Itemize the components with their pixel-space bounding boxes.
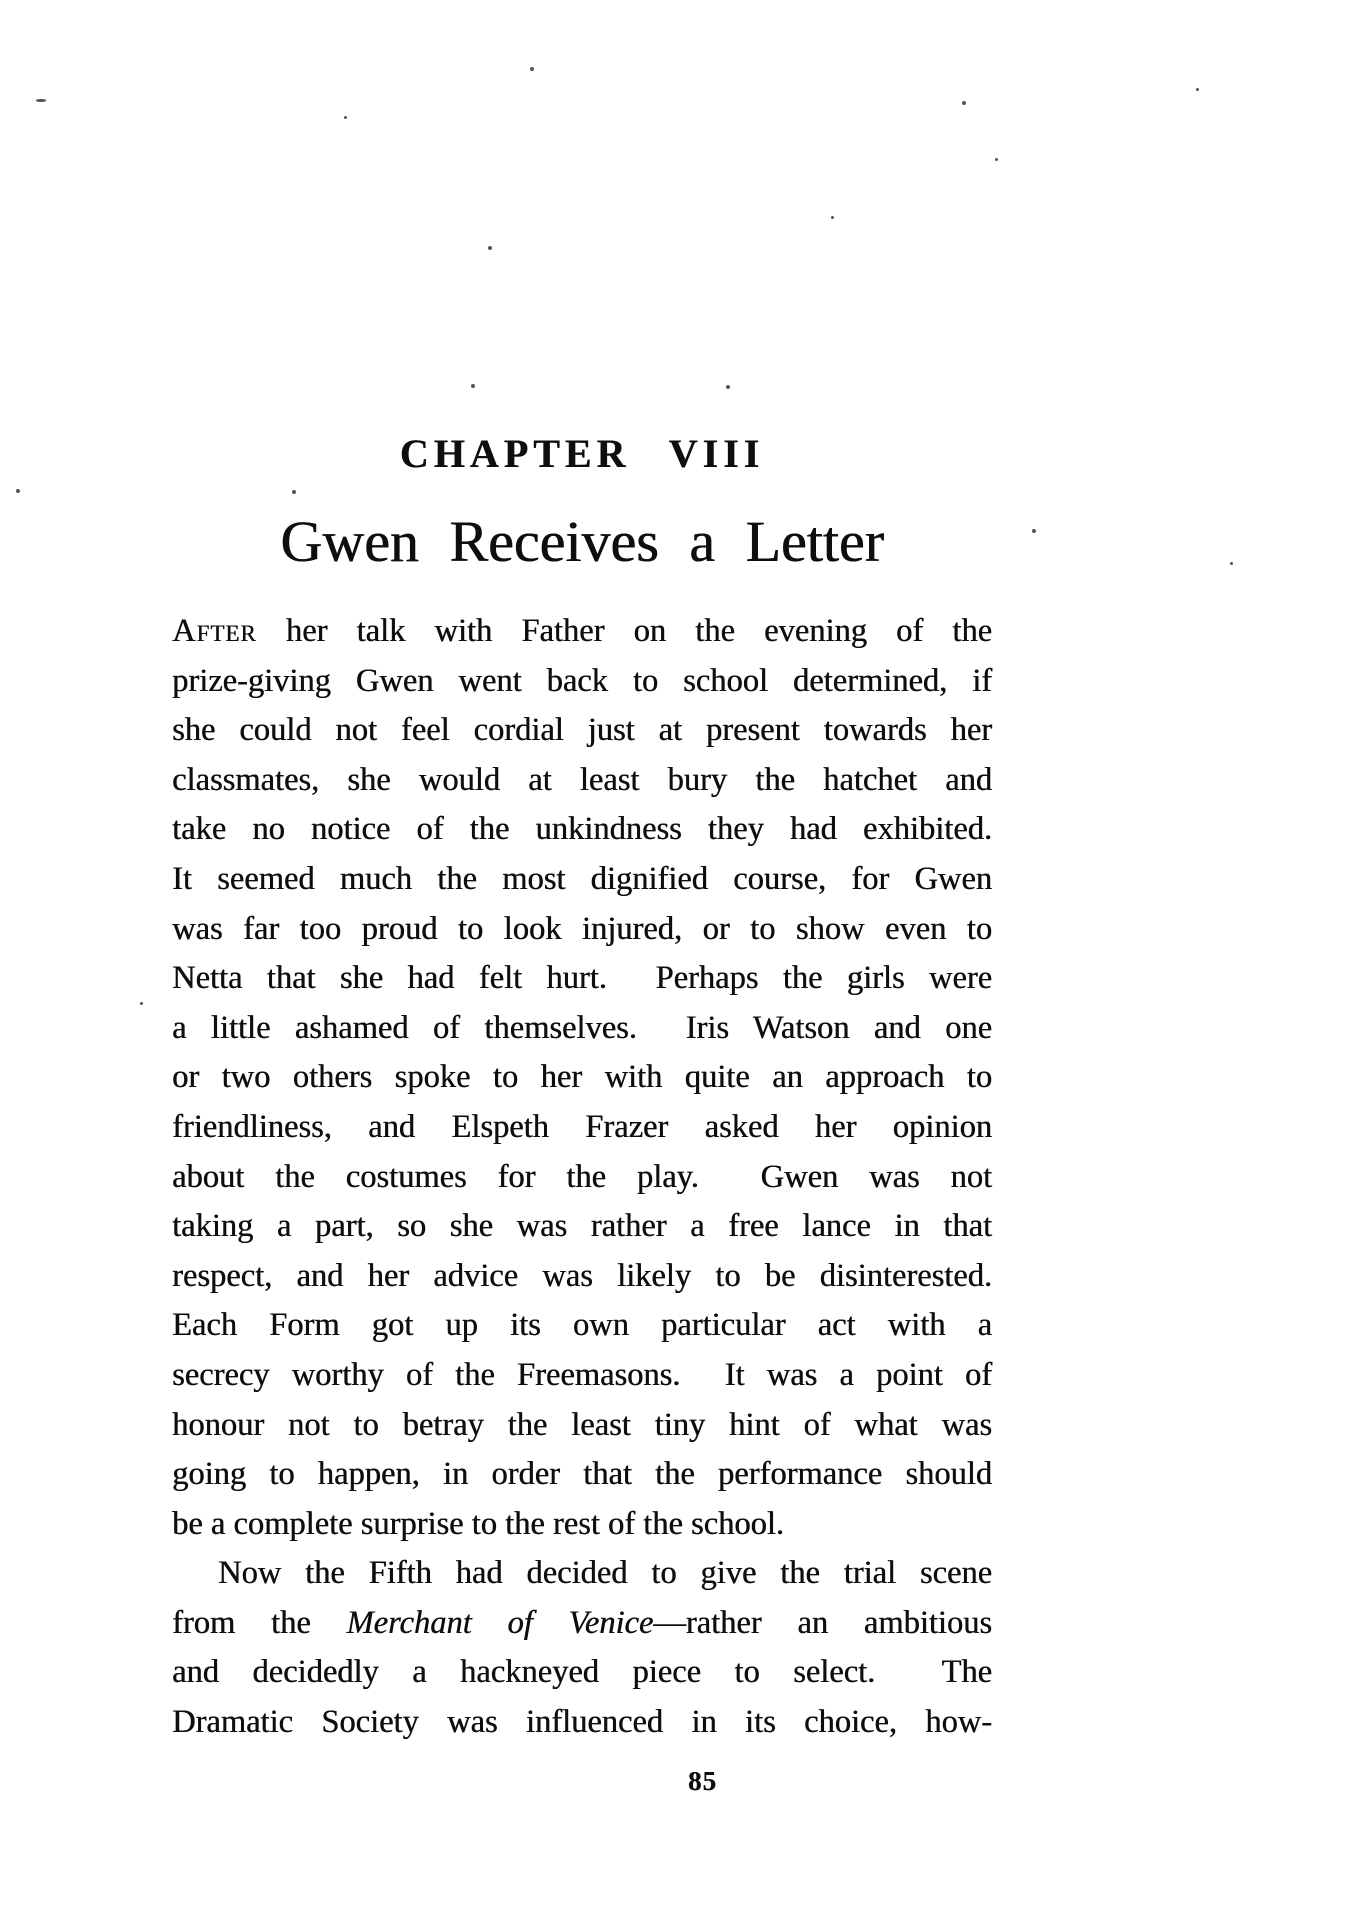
text-segment: taking a part, so she was rather a free lance in that	[172, 1208, 992, 1245]
scan-speck	[831, 216, 834, 219]
body-text	[172, 607, 992, 1748]
text-line	[172, 1202, 992, 1252]
text-segment: about the costumes for the play. Gwen was not	[172, 1158, 992, 1195]
text-segment: going to happen, in order that the performance should	[172, 1456, 992, 1493]
text-line	[172, 756, 992, 806]
scan-speck	[1196, 88, 1199, 91]
text-line	[172, 1401, 992, 1451]
scan-speck	[36, 99, 46, 102]
text-segment: Merchant of Venice	[346, 1604, 654, 1641]
text-line	[172, 1549, 992, 1599]
text-segment: respect, and her advice was likely to be disinterested.	[172, 1257, 992, 1294]
text-line	[172, 1351, 992, 1401]
text-segment: Each Form got up its own particular act with a	[172, 1307, 992, 1344]
scan-speck	[530, 67, 534, 71]
chapter-title: Gwen Receives a Letter	[280, 509, 884, 574]
scan-speck	[16, 489, 20, 493]
text-line	[172, 1301, 992, 1351]
text-segment: or two others spoke to her with quite an approach to	[172, 1059, 992, 1096]
text-line	[172, 1252, 992, 1302]
text-line	[172, 1103, 992, 1153]
text-segment: Dramatic Society was influenced in its choice, how-	[172, 1704, 992, 1741]
scan-speck	[471, 384, 475, 388]
page-number: 85	[688, 1766, 717, 1796]
text-segment: a little ashamed of themselves. Iris Watson and one	[172, 1009, 992, 1046]
text-line	[172, 706, 992, 756]
text-line	[172, 1599, 992, 1649]
text-segment: from the	[172, 1604, 347, 1641]
scan-speck	[726, 385, 730, 389]
text-segment: friendliness, and Elspeth Frazer asked her opinion	[172, 1108, 992, 1145]
text-segment: honour not to betray the least tiny hint of what was	[172, 1406, 992, 1443]
scan-speck	[344, 116, 347, 119]
text-segment: secrecy worthy of the Freemasons. It was a point of	[172, 1356, 992, 1393]
text-line	[172, 1450, 992, 1500]
text-segment: It seemed much the most dignified course, for Gwen	[172, 860, 992, 897]
text-segment: she could not feel cordial just at present towards her	[172, 712, 992, 749]
text-segment: Netta that she had felt hurt. Perhaps the girls were	[172, 960, 992, 997]
text-line	[172, 1004, 992, 1054]
text-line	[172, 905, 992, 955]
text-line	[172, 805, 992, 855]
text-segment: Now the Fifth had decided to give the trial scene	[218, 1555, 992, 1592]
scan-speck	[488, 246, 492, 250]
text-line	[172, 1053, 992, 1103]
text-line	[172, 657, 992, 707]
text-line	[172, 1698, 992, 1748]
scan-speck	[140, 1002, 143, 1005]
text-segment: be a complete surprise to the rest of the school.	[172, 1505, 784, 1542]
text-segment: —rather an ambitious	[653, 1604, 992, 1641]
scan-speck	[292, 490, 296, 494]
text-line	[172, 954, 992, 1004]
text-segment: was far too proud to look injured, or to show even to	[172, 910, 992, 947]
scan-speck	[962, 101, 966, 105]
chapter-heading: CHAPTER VIII	[399, 431, 765, 476]
text-segment: take no notice of the unkindness they had exhibited.	[172, 811, 992, 848]
text-line	[172, 1648, 992, 1698]
scan-speck	[995, 158, 998, 161]
text-line	[172, 1153, 992, 1203]
text-segment: and decidedly a hackneyed piece to select. The	[172, 1654, 992, 1691]
text-segment: her talk with Father on the evening of the	[256, 613, 992, 649]
text-line	[172, 607, 992, 657]
text-segment: classmates, she would at least bury the hatchet and	[172, 761, 992, 798]
text-segment: After	[172, 613, 257, 649]
scan-speck	[1032, 529, 1036, 533]
scan-speck	[1230, 562, 1233, 565]
text-segment: prize-giving Gwen went back to school determined, if	[172, 662, 992, 699]
text-line	[172, 855, 992, 905]
text-line	[172, 1500, 992, 1550]
